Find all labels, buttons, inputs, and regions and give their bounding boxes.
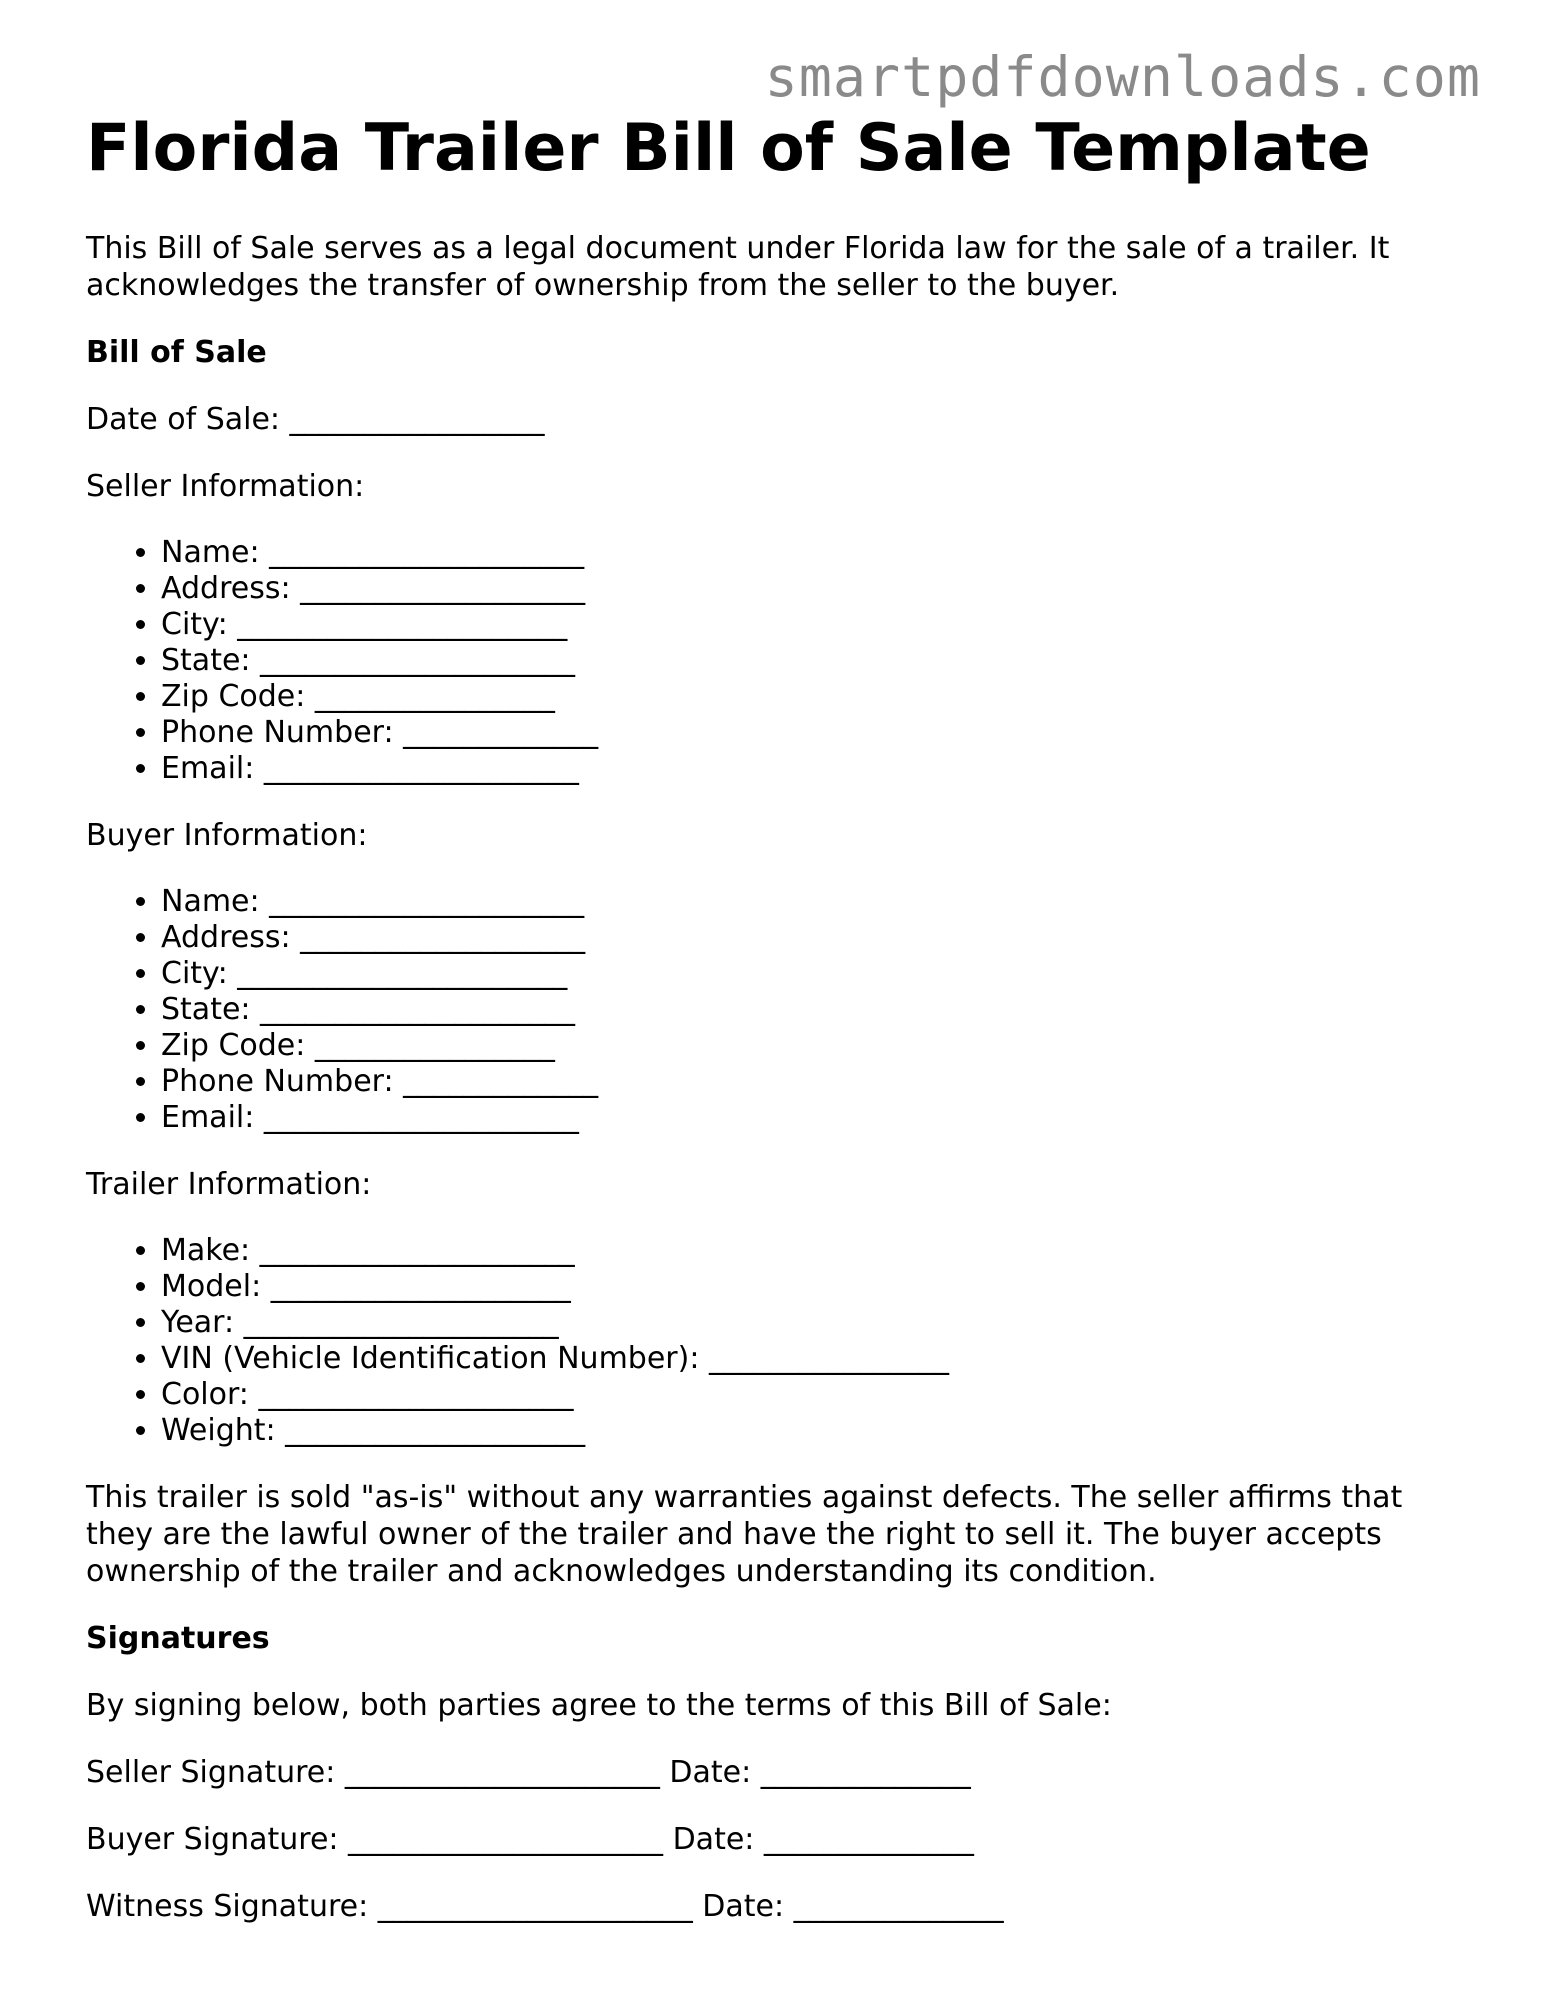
seller-zip-code-field[interactable]: • Zip Code: ________________ xyxy=(161,679,1486,715)
seller-phone-number-field[interactable]: • Phone Number: _____________ xyxy=(161,715,1486,751)
page-title: Florida Trailer Bill of Sale Template xyxy=(86,111,1371,186)
trailer-color-field[interactable]: • Color: _____________________ xyxy=(161,1377,1486,1413)
trailer-weight-field[interactable]: • Weight: ____________________ xyxy=(161,1413,1486,1449)
buyer-name-field[interactable]: • Name: _____________________ xyxy=(161,884,1486,920)
buyer-phone-number-field[interactable]: • Phone Number: _____________ xyxy=(161,1064,1486,1100)
seller-information-list xyxy=(86,535,1486,787)
document-page xyxy=(86,108,1486,1925)
seller-state-field[interactable]: • State: _____________________ xyxy=(161,643,1486,679)
date-of-sale-field[interactable]: Date of Sale: _________________ xyxy=(86,402,545,437)
buyer-city-field[interactable]: • City: ______________________ xyxy=(161,956,1486,992)
trailer-information-list xyxy=(86,1233,1486,1449)
buyer-signature-line[interactable]: Buyer Signature: _____________________ Date: ______________ xyxy=(86,1822,974,1857)
buyer-state-field[interactable]: • State: _____________________ xyxy=(161,992,1486,1028)
buyer-information-heading: Buyer Information: xyxy=(86,818,368,853)
bill-of-sale-heading: Bill of Sale xyxy=(86,335,267,370)
buyer-address-field[interactable]: • Address: ___________________ xyxy=(161,920,1486,956)
seller-name-field[interactable]: • Name: _____________________ xyxy=(161,535,1486,571)
signatures-heading: Signatures xyxy=(86,1621,270,1656)
intro-paragraph: This Bill of Sale serves as a legal document under Florida law for the sale of a trailer. It acknowledges the transfer of ownership from the seller to the buyer. xyxy=(86,231,1390,303)
trailer-vin-field[interactable]: • VIN (Vehicle Identification Number): ________________ xyxy=(161,1341,1486,1377)
seller-information-heading: Seller Information: xyxy=(86,469,365,504)
as-is-paragraph: This trailer is sold "as-is" without any warranties against defects. The seller affirms that they are the lawful owner of the trailer and have the right to sell it. The buyer accepts ownership of the trailer and acknowledges understanding its condition. xyxy=(86,1480,1403,1589)
buyer-email-field[interactable]: • Email: _____________________ xyxy=(161,1100,1486,1136)
trailer-year-field[interactable]: • Year: _____________________ xyxy=(161,1305,1486,1341)
trailer-make-field[interactable]: • Make: _____________________ xyxy=(161,1233,1486,1269)
trailer-model-field[interactable]: • Model: ____________________ xyxy=(161,1269,1486,1305)
seller-signature-line[interactable]: Seller Signature: _____________________ Date: ______________ xyxy=(86,1755,971,1790)
trailer-information-heading: Trailer Information: xyxy=(86,1167,372,1202)
buyer-information-list xyxy=(86,884,1486,1136)
seller-address-field[interactable]: • Address: ___________________ xyxy=(161,571,1486,607)
watermark: smartpdfdownloads.com xyxy=(764,45,1481,109)
seller-email-field[interactable]: • Email: _____________________ xyxy=(161,751,1486,787)
buyer-zip-code-field[interactable]: • Zip Code: ________________ xyxy=(161,1028,1486,1064)
seller-city-field[interactable]: • City: ______________________ xyxy=(161,607,1486,643)
witness-signature-line[interactable]: Witness Signature: _____________________ Date: ______________ xyxy=(86,1889,1004,1924)
signatures-intro: By signing below, both parties agree to the terms of this Bill of Sale: xyxy=(86,1688,1112,1723)
